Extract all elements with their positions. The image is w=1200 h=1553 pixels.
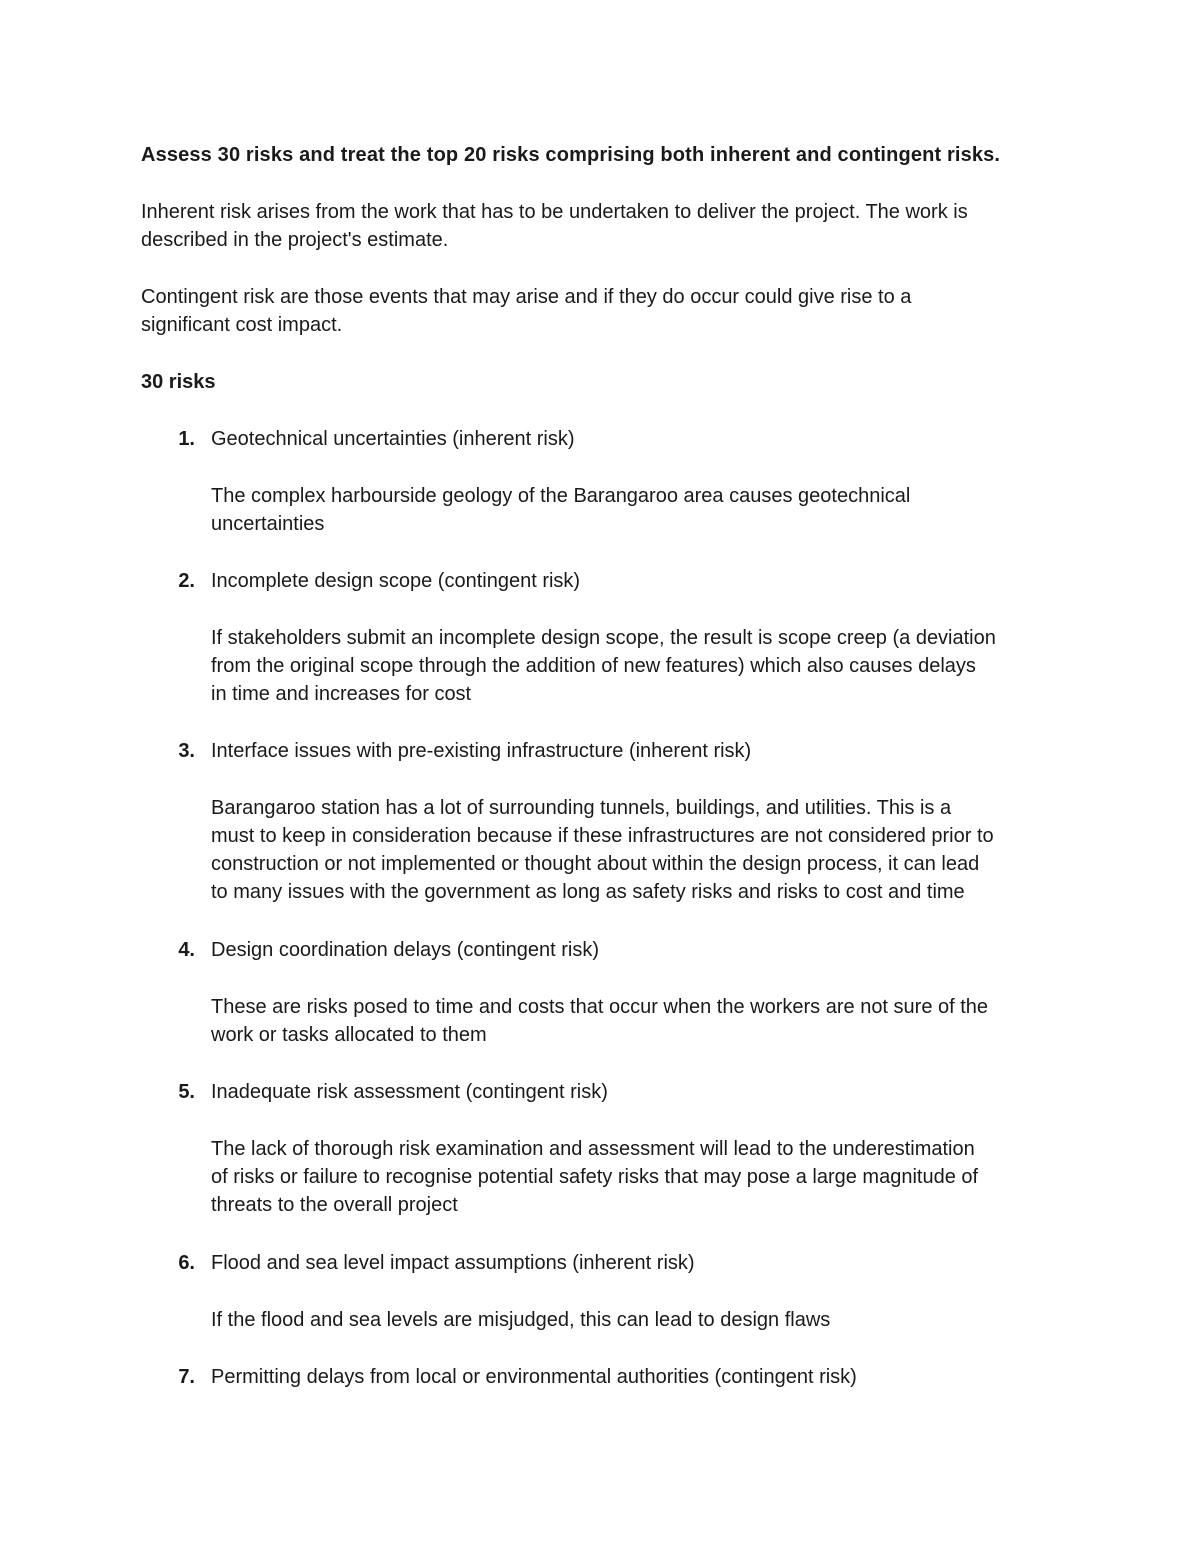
risk-title: Design coordination delays (contingent risk) xyxy=(211,939,599,961)
risk-description-line: If stakeholders submit an incomplete design scope, the result is scope creep (a deviation xyxy=(211,627,996,649)
risk-title: Incomplete design scope (contingent risk) xyxy=(211,570,581,592)
risk-description-line: work or tasks allocated to them xyxy=(211,1024,487,1046)
risk-description-line: uncertainties xyxy=(211,513,325,535)
document-heading: Assess 30 risks and treat the top 20 risks comprising both inherent and contingent risks. xyxy=(141,144,1001,166)
risk-number: 2. xyxy=(178,570,195,592)
risk-number: 7. xyxy=(178,1366,195,1388)
risk-title: Permitting delays from local or environmental authorities (contingent risk) xyxy=(211,1366,857,1388)
risk-description-line: The lack of thorough risk examination and assessment will lead to the underestimation xyxy=(211,1138,975,1160)
risk-number: 1. xyxy=(178,428,195,450)
risk-description-line: must to keep in consideration because if these infrastructures are not considered prior to xyxy=(211,825,994,847)
risk-title: Interface issues with pre-existing infrastructure (inherent risk) xyxy=(211,740,752,762)
risk-description-line: in time and increases for cost xyxy=(211,683,472,705)
risk-number: 6. xyxy=(178,1252,195,1274)
risk-description-line: construction or not implemented or thought about within the design process, it can lead xyxy=(211,853,980,875)
risk-number: 4. xyxy=(178,939,195,961)
risk-title: Geotechnical uncertainties (inherent risk) xyxy=(211,428,575,450)
risk-description-line: from the original scope through the addition of new features) which also causes delays xyxy=(211,655,976,677)
risk-title: Inadequate risk assessment (contingent risk) xyxy=(211,1081,608,1103)
contingent-paragraph-line-2: significant cost impact. xyxy=(141,314,343,336)
risk-title: Flood and sea level impact assumptions (inherent risk) xyxy=(211,1252,695,1274)
contingent-paragraph-line-1: Contingent risk are those events that may arise and if they do occur could give rise to a xyxy=(141,286,912,308)
inherent-paragraph-line-1: Inherent risk arises from the work that has to be undertaken to deliver the project. The work is xyxy=(141,201,968,223)
risk-description-line: These are risks posed to time and costs that occur when the workers are not sure of the xyxy=(211,996,989,1018)
risk-number: 3. xyxy=(178,740,195,762)
risk-number: 5. xyxy=(178,1081,195,1103)
risk-description-line: threats to the overall project xyxy=(211,1194,458,1216)
inherent-paragraph-line-2: described in the project's estimate. xyxy=(141,229,449,251)
risk-description-line: If the flood and sea levels are misjudged, this can lead to design flaws xyxy=(211,1309,831,1331)
risk-description-line: of risks or failure to recognise potential safety risks that may pose a large magnitude of xyxy=(211,1166,979,1188)
risk-description-line: The complex harbourside geology of the Barangaroo area causes geotechnical xyxy=(211,485,911,507)
risk-description-line: Barangaroo station has a lot of surrounding tunnels, buildings, and utilities. This is a xyxy=(211,797,952,819)
risk-description-line: to many issues with the government as long as safety risks and risks to cost and time xyxy=(211,881,965,903)
section-title: 30 risks xyxy=(141,371,216,393)
